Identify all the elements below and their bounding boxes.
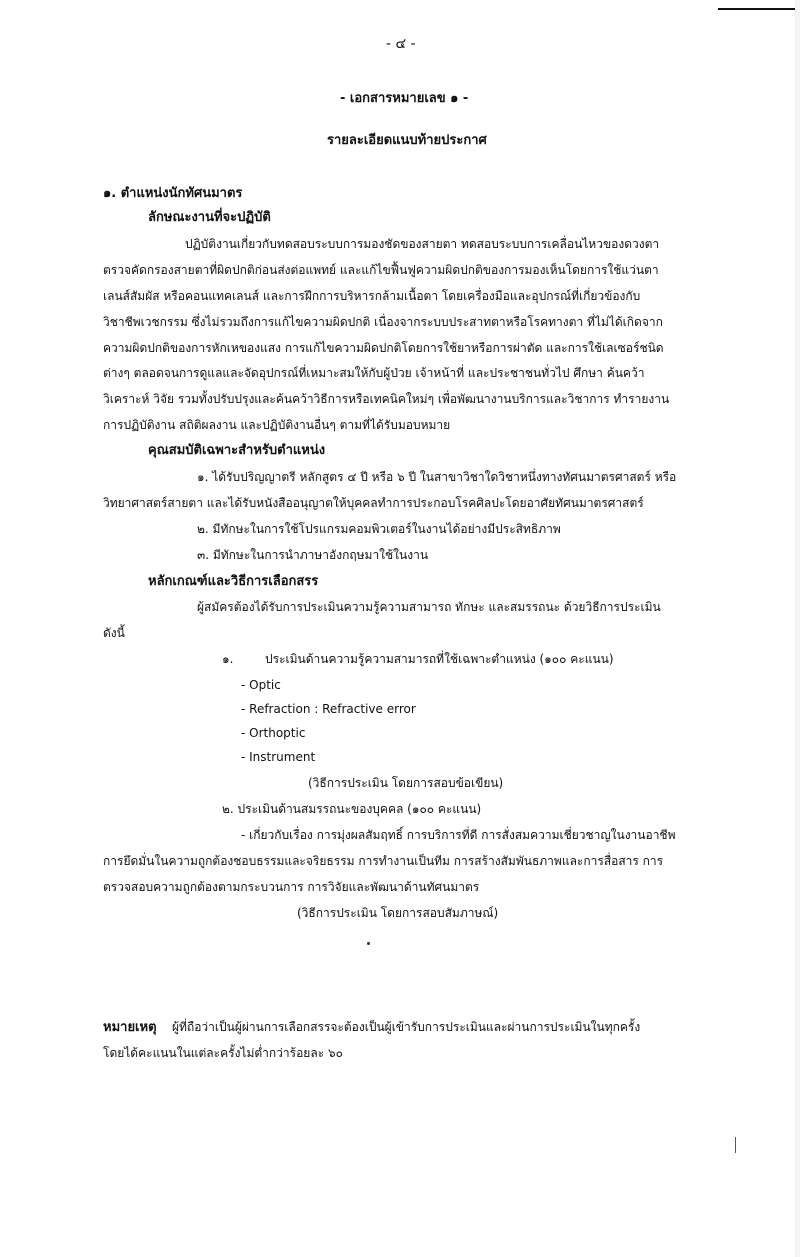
scan-mark: [735, 1137, 736, 1153]
duties-line: ตรวจคัดกรองสายตาที่ผิดปกติก่อนส่งต่อแพทย์ และแก้ไขฟื้นฟูความผิดปกติของการมองเห็นโดยการใช้แว่นตา: [103, 263, 659, 277]
scan-edge-line: [718, 8, 798, 10]
topic-item: - Orthoptic: [241, 726, 306, 740]
scan-speck: [367, 942, 370, 945]
selection-intro: ดังนี้: [103, 626, 125, 640]
scan-edge-shadow: [795, 0, 800, 1257]
duties-line: การปฏิบัติงาน สถิติผลงาน และปฏิบัติงานอื่นๆ ตามที่ได้รับมอบหมาย: [103, 418, 451, 432]
page-number: - ๔ -: [386, 36, 416, 52]
note-text: ผู้ที่ถือว่าเป็นผู้ผ่านการเลือกสรรจะต้องเป็นผู้เข้ารับการประเมินและผ่านการประเมินในทุกครั้ง: [172, 1020, 641, 1034]
duties-line: ปฏิบัติงานเกี่ยวกับทดสอบระบบการมองชัดของสายตา ทดสอบระบบการเคลื่อนไหวของดวงตา: [185, 237, 660, 251]
qualification-item: ๒. มีทักษะในการใช้โปรแกรมคอมพิวเตอร์ในงานได้อย่างมีประสิทธิภาพ: [197, 522, 561, 536]
qualification-item: ๑. ได้รับปริญญาตรี หลักสูตร ๔ ปี หรือ ๖ ปี ในสาขาวิชาใดวิชาหนึ่งทางทัศนมาตรศาสตร์ หรือ: [197, 470, 677, 484]
duties-line: วิชาชีพเวชกรรม ซึ่งไม่รวมถึงการแก้ไขความผิดปกติ เนื่องจากระบบประสาทตาหรือโรคทางตา ที่ไม่ได้เกิดจาก: [103, 315, 663, 329]
document-title: รายละเอียดแนบท้ายประกาศ: [327, 133, 487, 148]
topic-item: - Instrument: [241, 750, 316, 764]
topic-item: - Optic: [241, 678, 281, 692]
selection-intro: ผู้สมัครต้องได้รับการประเมินความรู้ความสามารถ ทักษะ และสมรรถนะ ด้วยวิธีการประเมิน: [197, 600, 661, 614]
evaluation-1-title: ประเมินด้านความรู้ความสามารถที่ใช้เฉพาะตำแหน่ง (๑๐๐ คะแนน): [265, 652, 614, 666]
duties-line: ความผิดปกติของการหักเหของแสง การแก้ไขความผิดปกติโดยการใช้ยาหรือการผ่าตัด และการใช้เลเซอร์ชนิด: [103, 341, 664, 355]
note-label: หมายเหตุ: [103, 1020, 157, 1035]
topic-item: - Refraction : Refractive error: [241, 702, 416, 716]
evaluation-2-line: - เกี่ยวกับเรื่อง การมุ่งผลสัมฤทธิ์ การบริการที่ดี การสั่งสมความเชี่ยวชาญในงานอาชีพ: [241, 828, 676, 842]
evaluation-1-method: (วิธีการประเมิน โดยการสอบข้อเขียน): [308, 776, 504, 790]
evaluation-2-method: (วิธีการประเมิน โดยการสอบสัมภาษณ์): [297, 906, 499, 920]
duties-heading: ลักษณะงานที่จะปฏิบัติ: [148, 210, 271, 225]
selection-heading: หลักเกณฑ์และวิธีการเลือกสรร: [148, 574, 319, 589]
position-heading: ๑. ตำแหน่งนักทัศนมาตร: [103, 186, 243, 201]
duties-line: วิเคราะห์ วิจัย รวมทั้งปรับปรุงและค้นคว้าวิธีการหรือเทคนิคใหม่ๆ เพื่อพัฒนางานบริการและวิชาการ ทำรายงาน: [103, 392, 670, 406]
qualifications-heading: คุณสมบัติเฉพาะสำหรับตำแหน่ง: [148, 443, 326, 458]
qualification-item: วิทยาศาสตร์สายตา และได้รับหนังสืออนุญาตให้บุคคลทำการประกอบโรคศิลปะโดยอาศัยทัศนมาตรศาสตร์: [103, 496, 644, 510]
note-text: โดยได้คะแนนในแต่ละครั้งไม่ต่ำกว่าร้อยละ ๖๐: [103, 1046, 343, 1060]
evaluation-2-line: ตรวจสอบความถูกต้องตามกระบวนการ การวิจัยและพัฒนาด้านทัศนมาตร: [103, 880, 480, 894]
duties-line: ต่างๆ ตลอดจนการดูแลและจัดอุปกรณ์ที่เหมาะสมให้กับผู้ป่วย เจ้าหน้าที่ และประชาชนทั่วไป ศึกษา ค้นคว้า: [103, 366, 645, 380]
evaluation-2-title: ๒. ประเมินด้านสมรรถนะของบุคคล (๑๐๐ คะแนน): [222, 802, 482, 816]
evaluation-1-number: ๑.: [222, 652, 234, 666]
duties-line: เลนส์สัมผัส หรือคอนแทคเลนส์ และการฝึกการบริหารกล้ามเนื้อตา โดยเครื่องมือและอุปกรณ์ที่เกี่ยวข้องกับ: [103, 289, 641, 303]
qualification-item: ๓. มีทักษะในการนำภาษาอังกฤษมาใช้ในงาน: [197, 548, 429, 562]
document-number: - เอกสารหมายเลข ๑ -: [340, 91, 469, 106]
evaluation-2-line: การยึดมั่นในความถูกต้องชอบธรรมและจริยธรรม การทำงานเป็นทีม การสร้างสัมพันธภาพและการสื่อสาร การ: [103, 854, 664, 868]
